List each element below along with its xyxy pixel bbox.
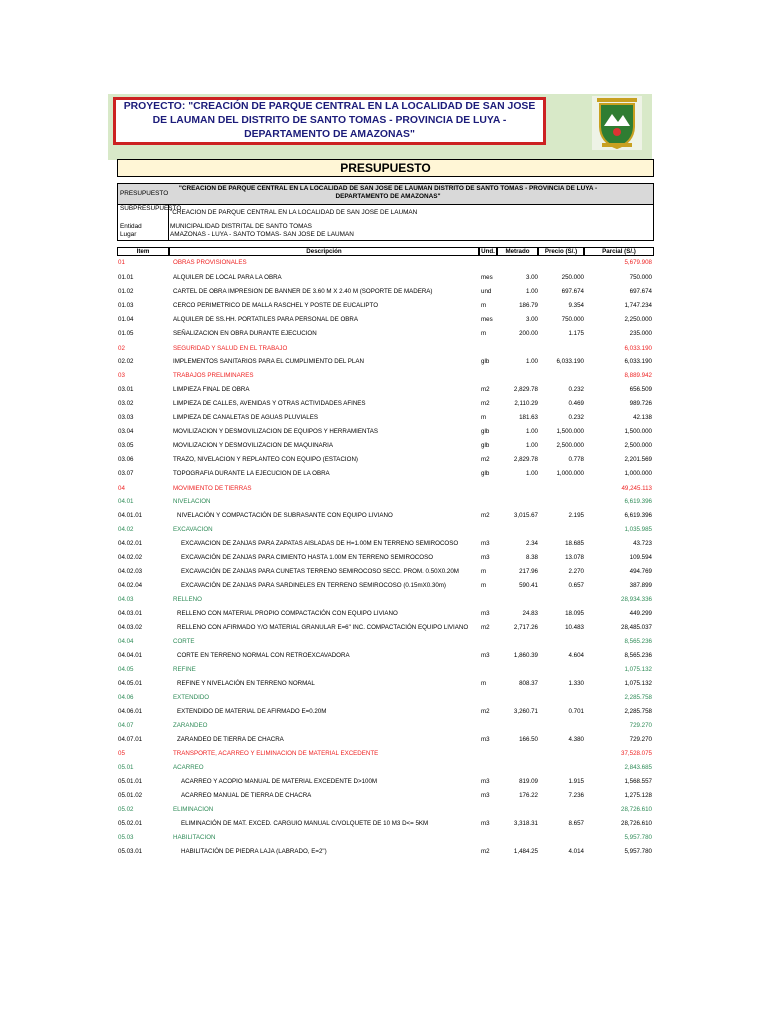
metrado-cell: 819.09	[519, 778, 538, 785]
parcial-cell: 750.000	[629, 274, 652, 281]
parcial-cell: 656.509	[629, 386, 652, 393]
table-row	[117, 777, 654, 786]
entidad-value: MUNICIPALIDAD DISTRITAL DE SANTO TOMAS	[170, 223, 312, 230]
description-cell: ACARREO MANUAL DE TIERRA DE CHACRA	[181, 792, 312, 799]
item-cell: 05.01	[118, 764, 134, 771]
parcial-cell: 28,726.610	[621, 806, 652, 813]
parcial-cell: 235.000	[629, 330, 652, 337]
metrado-cell: 200.00	[519, 330, 538, 337]
item-cell: 05	[118, 750, 125, 757]
table-row	[117, 315, 654, 324]
price-cell: 18.685	[565, 540, 584, 547]
item-cell: 05.02.01	[118, 820, 143, 827]
table-row	[117, 301, 654, 310]
subsection-row	[117, 497, 654, 506]
unit-cell: m3	[481, 736, 490, 743]
unit-cell: glb	[481, 428, 490, 435]
item-cell: 04.04.01	[118, 652, 143, 659]
price-cell: 0.657	[568, 582, 584, 589]
metrado-cell: 808.37	[519, 680, 538, 687]
subsection-row	[117, 833, 654, 842]
parcial-cell: 109.594	[629, 554, 652, 561]
parcial-cell: 28,726.610	[621, 820, 652, 827]
item-cell: 04.06	[118, 694, 134, 701]
metrado-cell: 2,110.29	[514, 400, 538, 407]
col-parcial-header: Parcial (S/.)	[584, 247, 654, 256]
lugar-label: Lugar	[120, 231, 137, 238]
table-row	[117, 679, 654, 688]
metrado-cell: 176.22	[519, 792, 538, 799]
table-row	[117, 539, 654, 548]
table-row	[117, 511, 654, 520]
document-title: PRESUPUESTO	[117, 159, 654, 177]
description-cell: LIMPIEZA FINAL DE OBRA	[173, 386, 250, 393]
item-cell: 04.01	[118, 498, 134, 505]
col-precio-header: Precio (S/.)	[538, 247, 584, 256]
parcial-cell: 1,568.557	[624, 778, 652, 785]
price-cell: 4.604	[568, 652, 584, 659]
unit-cell: m	[481, 582, 487, 589]
parcial-cell: 42.138	[633, 414, 652, 421]
description-cell: TRAZO, NIVELACION Y REPLANTEO CON EQUIPO (ESTACION)	[173, 456, 358, 463]
metrado-cell: 1.00	[525, 428, 538, 435]
table-row	[117, 553, 654, 562]
price-cell: 0.232	[568, 414, 584, 421]
description-cell: CERCO PERIMETRICO DE MALLA RASCHEL Y POSTE DE EUCALIPTO	[173, 302, 379, 309]
table-row	[117, 651, 654, 660]
metrado-cell: 2,717.26	[513, 624, 538, 631]
description-cell: RELLENO CON MATERIAL PROPIO COMPACTACIÓN CON EQUIPO LIVIANO	[177, 610, 398, 617]
parcial-cell: 1,275.128	[624, 792, 652, 799]
parcial-cell: 49,245.113	[621, 485, 652, 492]
item-cell: 03.05	[118, 442, 134, 449]
unit-cell: m3	[481, 792, 490, 799]
metrado-cell: 3,015.67	[513, 512, 538, 519]
price-cell: 2.195	[568, 512, 584, 519]
description-cell: NIVELACION	[173, 498, 211, 505]
parcial-cell: 1,500.000	[624, 428, 652, 435]
unit-cell: m3	[481, 610, 490, 617]
subsection-row	[117, 595, 654, 604]
item-cell: 04.05	[118, 666, 134, 673]
lugar-value: AMAZONAS - LUYA - SANTO TOMAS- SAN JOSE DE LAUMAN	[170, 231, 354, 238]
description-cell: SEGURIDAD Y SALUD EN EL TRABAJO	[173, 345, 288, 352]
unit-cell: m2	[481, 400, 490, 407]
price-cell: 18.095	[565, 610, 584, 617]
metrado-cell: 1.00	[525, 358, 538, 365]
unit-cell: m	[481, 568, 487, 575]
metrado-cell: 2.34	[525, 540, 538, 547]
item-cell: 01.02	[118, 288, 134, 295]
table-row	[117, 385, 654, 394]
item-cell: 04.02.02	[118, 554, 143, 561]
parcial-cell: 28,934.336	[621, 596, 652, 603]
unit-cell: und	[481, 288, 492, 295]
table-row	[117, 623, 654, 632]
subsection-row	[117, 665, 654, 674]
item-cell: 04.02	[118, 526, 134, 533]
parcial-cell: 1,075.132	[624, 680, 652, 687]
subpresupuesto-label: SUBPRESUPUESTO	[120, 205, 182, 212]
parcial-cell: 5,957.780	[624, 848, 652, 855]
item-cell: 04.02.03	[118, 568, 143, 575]
presupuesto-label: PRESUPUESTO	[120, 190, 169, 197]
item-cell: 01.05	[118, 330, 134, 337]
price-cell: 4.014	[568, 848, 584, 855]
unit-cell: m	[481, 330, 487, 337]
parcial-cell: 5,679.908	[624, 259, 652, 266]
unit-cell: m3	[481, 778, 490, 785]
item-cell: 03.07	[118, 470, 134, 477]
table-row	[117, 567, 654, 576]
col-metrado-header: Metrado	[497, 247, 538, 256]
item-cell: 02.02	[118, 358, 134, 365]
description-cell: RELLENO CON AFIRMADO Y/O MATERIAL GRANULAR E=6" INC. COMPACTACIÓN EQUIPO LIVIANO	[177, 624, 469, 631]
subsection-row	[117, 763, 654, 772]
item-cell: 04.01.01	[118, 512, 143, 519]
metrado-cell: 3.00	[525, 274, 538, 281]
table-header	[117, 247, 654, 257]
description-cell: REFINE	[173, 666, 196, 673]
col-item-header: Item	[117, 247, 169, 256]
item-cell: 03.06	[118, 456, 134, 463]
col-und-header: Und.	[479, 247, 497, 256]
item-cell: 02	[118, 345, 125, 352]
item-cell: 03.01	[118, 386, 134, 393]
parcial-cell: 2,500.000	[624, 442, 652, 449]
description-cell: NIVELACIÓN Y COMPACTACIÓN DE SUBRASANTE CON EQUIPO LIVIANO	[177, 512, 393, 519]
description-cell: HABILITACIÓN DE PIEDRA LAJA (LABRADO, E=2")	[181, 848, 327, 855]
item-cell: 04.07.01	[118, 736, 143, 743]
metrado-cell: 2,829.78	[513, 456, 538, 463]
metrado-cell: 166.50	[519, 736, 538, 743]
price-cell: 1,500.000	[556, 428, 584, 435]
item-cell: 05.03	[118, 834, 134, 841]
item-cell: 05.01.01	[118, 778, 143, 785]
description-cell: LIMPIEZA DE CANALETAS DE AGUAS PLUVIALES	[173, 414, 318, 421]
item-cell: 04.04	[118, 638, 134, 645]
table-row	[117, 329, 654, 338]
parcial-cell: 2,285.758	[624, 708, 652, 715]
description-cell: ELIMINACION	[173, 806, 214, 813]
price-cell: 6,033.190	[556, 358, 584, 365]
item-cell: 04.05.01	[118, 680, 143, 687]
price-cell: 7.236	[568, 792, 584, 799]
price-cell: 0.232	[568, 386, 584, 393]
parcial-cell: 2,201.569	[624, 456, 652, 463]
item-cell: 03.04	[118, 428, 134, 435]
parcial-cell: 449.299	[629, 610, 652, 617]
unit-cell: mes	[481, 316, 493, 323]
item-cell: 01.01	[118, 274, 134, 281]
description-cell: CARTEL DE OBRA IMPRESION DE BANNER DE 3.60 M X 2.40 M (SOPORTE DE MADERA)	[173, 288, 433, 295]
description-cell: REFINE Y NIVELACIÓN EN TERRENO NORMAL	[177, 680, 315, 687]
parcial-cell: 1,035.985	[624, 526, 652, 533]
description-cell: ZARANDEO	[173, 722, 208, 729]
col-descripcion-header: Descripción	[169, 247, 479, 256]
item-cell: 04.03.02	[118, 624, 143, 631]
metrado-cell: 1.00	[525, 288, 538, 295]
metrado-cell: 1,484.25	[513, 848, 538, 855]
price-cell: 4.380	[568, 736, 584, 743]
parcial-cell: 8,565.236	[624, 652, 652, 659]
item-cell: 03.02	[118, 400, 134, 407]
table-row	[117, 469, 654, 478]
description-cell: EXCAVACIÓN DE ZANJAS PARA SARDINELES EN TERRENO SEMIROCOSO (0.15mX0.30m)	[181, 582, 446, 589]
parcial-cell: 729.270	[629, 722, 652, 729]
project-title-box	[113, 97, 546, 145]
unit-cell: m2	[481, 624, 490, 631]
table-row	[117, 609, 654, 618]
item-cell: 01.04	[118, 316, 134, 323]
unit-cell: m2	[481, 708, 490, 715]
parcial-cell: 729.270	[629, 736, 652, 743]
metrado-cell: 3.00	[525, 316, 538, 323]
price-cell: 1,000.000	[556, 470, 584, 477]
parcial-cell: 6,619.396	[624, 498, 652, 505]
parcial-cell: 2,843.685	[624, 764, 652, 771]
price-cell: 250.000	[561, 274, 584, 281]
price-cell: 2,500.000	[556, 442, 584, 449]
price-cell: 1.915	[568, 778, 584, 785]
parcial-cell: 8,889.942	[624, 372, 652, 379]
item-cell: 04.06.01	[118, 708, 143, 715]
description-cell: ALQUILER DE LOCAL PARA LA OBRA	[173, 274, 282, 281]
price-cell: 750.000	[561, 316, 584, 323]
subsection-row	[117, 805, 654, 814]
parcial-cell: 387.899	[629, 582, 652, 589]
unit-cell: glb	[481, 358, 490, 365]
metrado-cell: 186.79	[519, 302, 538, 309]
parcial-cell: 43.723	[633, 540, 652, 547]
subsection-row	[117, 637, 654, 646]
description-cell: HABILITACION	[173, 834, 216, 841]
unit-cell: m3	[481, 652, 490, 659]
item-cell: 03.03	[118, 414, 134, 421]
unit-cell: mes	[481, 274, 493, 281]
parcial-cell: 8,565.236	[624, 638, 652, 645]
table-row	[117, 427, 654, 436]
parcial-cell: 1,000.000	[624, 470, 652, 477]
metrado-cell: 24.83	[522, 610, 538, 617]
parcial-cell: 37,528.075	[621, 750, 652, 757]
subpresupuesto-value: "CREACION DE PARQUE CENTRAL EN LA LOCALIDAD DE SAN JOSE DE LAUMAN	[170, 209, 418, 216]
parcial-cell: 1,747.234	[624, 302, 652, 309]
description-cell: RELLENO	[173, 596, 202, 603]
subsection-row	[117, 721, 654, 730]
subsection-row	[117, 693, 654, 702]
metrado-cell: 2,829.78	[513, 386, 538, 393]
item-cell: 05.03.01	[118, 848, 143, 855]
description-cell: ACARREO Y ACOPIO MANUAL DE MATERIAL EXCEDENTE D>100M	[181, 778, 378, 785]
price-cell: 0.701	[568, 708, 584, 715]
description-cell: MOVILIZACION Y DESMOVILIZACION DE EQUIPOS Y HERRAMIENTAS	[173, 428, 379, 435]
description-cell: OBRAS PROVISIONALES	[173, 259, 247, 266]
table-row	[117, 707, 654, 716]
table-row	[117, 735, 654, 744]
unit-cell: m2	[481, 456, 490, 463]
item-cell: 05.01.02	[118, 792, 143, 799]
item-cell: 04.03	[118, 596, 134, 603]
description-cell: TRABAJOS PRELIMINARES	[173, 372, 254, 379]
table-row	[117, 455, 654, 464]
description-cell: EXCAVACIÓN DE ZANJAS PARA CUNETAS TERRENO SEMIROCOSO SECC. PROM. 0.50X0.20M	[181, 568, 459, 575]
parcial-cell: 494.769	[629, 568, 652, 575]
item-cell: 03	[118, 372, 125, 379]
section-row	[117, 484, 654, 493]
unit-cell: m2	[481, 512, 490, 519]
parcial-cell: 6,619.396	[624, 512, 652, 519]
metrado-cell: 1.00	[525, 442, 538, 449]
subsection-row	[117, 525, 654, 534]
parcial-cell: 1,075.132	[624, 666, 652, 673]
unit-cell: glb	[481, 442, 490, 449]
description-cell: CORTE	[173, 638, 195, 645]
section-row	[117, 371, 654, 380]
price-cell: 0.469	[568, 400, 584, 407]
description-cell: ACARREO	[173, 764, 204, 771]
unit-cell: m3	[481, 820, 490, 827]
metrado-cell: 217.96	[519, 568, 538, 575]
price-cell: 697.674	[561, 288, 584, 295]
unit-cell: m	[481, 414, 487, 421]
description-cell: CORTE EN TERRENO NORMAL CON RETROEXCAVADORA	[177, 652, 350, 659]
parcial-cell: 697.674	[629, 288, 652, 295]
project-title: PROYECTO: "CREACIÓN DE PARQUE CENTRAL EN LA LOCALIDAD DE SAN JOSE DE LAUMAN DEL DISTRITO DE SANTO TOMAS - PROVINCIA DE LUYA - DEPARTAMENTO DE AMAZONAS"	[123, 101, 536, 140]
description-cell: MOVIMIENTO DE TIERRAS	[173, 485, 252, 492]
unit-cell: m3	[481, 554, 490, 561]
description-cell: EXCAVACION DE ZANJAS PARA ZAPATAS AISLADAS DE H=1.00M EN TERRENO SEMIROCOSO	[181, 540, 459, 547]
table-row	[117, 413, 654, 422]
parcial-cell: 6,033.190	[624, 358, 652, 365]
price-cell: 13.078	[565, 554, 584, 561]
price-cell: 8.657	[568, 820, 584, 827]
metrado-cell: 1,860.39	[513, 652, 538, 659]
price-cell: 2.270	[568, 568, 584, 575]
section-row	[117, 344, 654, 353]
unit-cell: m	[481, 302, 487, 309]
price-cell: 9.354	[568, 302, 584, 309]
section-row	[117, 258, 654, 267]
metrado-cell: 590.41	[519, 582, 538, 589]
item-cell: 04.03.01	[118, 610, 143, 617]
metrado-cell: 3,318.31	[513, 820, 538, 827]
parcial-cell: 6,033.190	[624, 345, 652, 352]
parcial-cell: 989.726	[629, 400, 652, 407]
table-row	[117, 273, 654, 282]
price-cell: 1.330	[568, 680, 584, 687]
budget-header	[117, 183, 654, 241]
item-cell: 01	[118, 259, 125, 266]
description-cell: EXCAVACIÓN DE ZANJAS PARA CIMIENTO HASTA 1.00M EN TERRENO SEMIROCOSO	[181, 554, 434, 561]
description-cell: ALQUILER DE SS.HH. PORTATILES PARA PERSONAL DE OBRA	[173, 316, 358, 323]
item-cell: 04.07	[118, 722, 134, 729]
description-cell: EXTENDIDO DE MATERIAL DE AFIRMADO E=0.20M	[177, 708, 327, 715]
table-row	[117, 287, 654, 296]
metrado-cell: 1.00	[525, 470, 538, 477]
table-row	[117, 791, 654, 800]
unit-cell: m3	[481, 540, 490, 547]
description-cell: TRANSPORTE, ACARREO Y ELIMINACION DE MATERIAL EXCEDENTE	[173, 750, 379, 757]
price-cell: 10.483	[565, 624, 584, 631]
description-cell: SEÑALIZACION EN OBRA DURANTE EJECUCION	[173, 330, 317, 337]
table-row	[117, 847, 654, 856]
price-cell: 0.778	[568, 456, 584, 463]
item-cell: 04.02.04	[118, 582, 143, 589]
parcial-cell: 2,250.000	[624, 316, 652, 323]
unit-cell: m2	[481, 848, 490, 855]
table-row	[117, 399, 654, 408]
table-row	[117, 357, 654, 366]
entidad-label: Entidad	[120, 223, 142, 230]
description-cell: LIMPIEZA DE CALLES, AVENIDAS Y OTRAS ACTIVIDADES AFINES	[173, 400, 366, 407]
parcial-cell: 2,285.758	[624, 694, 652, 701]
parcial-cell: 5,957.780	[624, 834, 652, 841]
description-cell: EXCAVACION	[173, 526, 213, 533]
municipal-shield-logo	[592, 96, 642, 150]
description-cell: EXTENDIDO	[173, 694, 210, 701]
description-cell: TOPOGRAFIA DURANTE LA EJECUCION DE LA OBRA	[173, 470, 330, 477]
table-row	[117, 441, 654, 450]
item-cell: 04.02.01	[118, 540, 143, 547]
price-cell: 1.175	[568, 330, 584, 337]
presupuesto-row	[118, 184, 653, 205]
parcial-cell: 28,485.037	[621, 624, 652, 631]
unit-cell: glb	[481, 470, 490, 477]
metrado-cell: 8.38	[525, 554, 538, 561]
unit-cell: m	[481, 680, 487, 687]
metrado-cell: 3,260.71	[513, 708, 538, 715]
section-row	[117, 749, 654, 758]
table-row	[117, 581, 654, 590]
item-cell: 04	[118, 485, 125, 492]
description-cell: ZARANDEO DE TIERRA DE CHACRA	[177, 736, 284, 743]
metrado-cell: 181.63	[519, 414, 538, 421]
description-cell: MOVILIZACION Y DESMOVILIZACION DE MAQUINARIA	[173, 442, 333, 449]
item-cell: 05.02	[118, 806, 134, 813]
presupuesto-value: "CREACION DE PARQUE CENTRAL EN LA LOCALIDAD DE SAN JOSE DE LAUMAN DISTRITO DE SANTO TOMAS - PROVINCIA DE LUYA - DEPARTAMENTO DE AMAZONAS"	[178, 185, 598, 200]
description-cell: IMPLEMENTOS SANITARIOS PARA EL CUMPLIMIENTO DEL PLAN	[173, 358, 364, 365]
table-row	[117, 819, 654, 828]
item-cell: 01.03	[118, 302, 134, 309]
unit-cell: m2	[481, 386, 490, 393]
description-cell: ELIMINACIÓN DE MAT. EXCED. CARGUIO MANUAL C/VOLQUETE DE 10 M3 D<= 5KM	[181, 820, 429, 827]
